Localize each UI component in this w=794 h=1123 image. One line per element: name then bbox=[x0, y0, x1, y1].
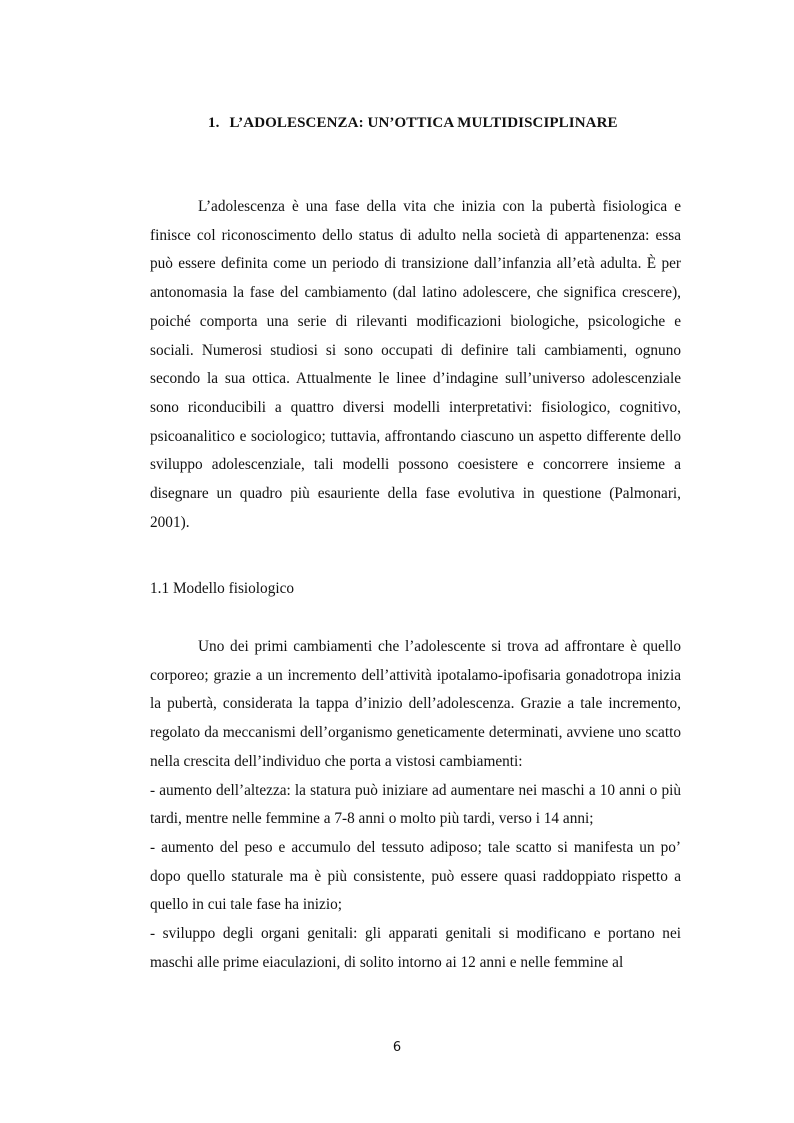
chapter-title bbox=[208, 115, 618, 132]
section-body bbox=[150, 633, 681, 977]
bullet-item-genitals: - sviluppo degli organi genitali: gli apparati genitali si modificano e portano nei maschi alle prime eiaculazioni, di solito intorno ai 12 anni e nelle femmine al bbox=[150, 925, 681, 971]
section-paragraph: Uno dei primi cambiamenti che l’adolescente si trova ad affrontare è quello corporeo; grazie a un incremento dell’attività ipotalamo-ipofisaria gonadotropa inizia la pubertà, considerata la tappa d’inizio dell’adolescenza. Grazie a tale incremento, regolato da meccanismi dell’organismo geneticamente determinati, avviene uno scatto nella crescita dell’individuo che porta a vistosi cambiamenti: bbox=[150, 638, 681, 770]
bullet-item-weight: - aumento del peso e accumulo del tessuto adiposo; tale scatto si manifesta un po’ dopo quello staturale ma è più consistente, può essere quasi raddoppiato rispetto a quello in cui tale fase ha inizio; bbox=[150, 838, 681, 914]
chapter-number: 1. bbox=[208, 115, 220, 131]
bullet-item-height: - aumento dell’altezza: la statura può iniziare ad aumentare nei maschi a 10 anni o più tardi, mentre nelle femmine a 7-8 anni o molto più tardi, verso i 14 anni; bbox=[150, 781, 681, 828]
intro-section bbox=[150, 193, 681, 537]
chapter-title-text: L’ADOLESCENZA: UN’OTTICA MULTIDISCIPLINARE bbox=[229, 115, 618, 131]
section-heading: 1.1 Modello fisiologico bbox=[150, 580, 295, 597]
page-number: 6 bbox=[392, 1040, 402, 1055]
intro-paragraph: L’adolescenza è una fase della vita che inizia con la pubertà fisiologica e finisce col riconoscimento dello status di adulto nella società di appartenenza: essa può essere definita come un periodo di transizione dall’infanzia all’età adulta. È per antonomasia la fase del cambiamento (dal latino adolescere, che significa crescere), poiché comporta una serie di rilevanti modificazioni biologiche, psicologiche e sociali. Numerosi studiosi si sono occupati di definire tali cambiamenti, ognuno secondo la sua ottica. Attualmente le linee d’indagine sull’universo adolescenziale sono riconducibili a quattro diversi modelli interpretativi: fisiologico, cognitivo, psicoanalitico e sociologico; tuttavia, affrontando ciascuno un aspetto differente dello sviluppo adolescenziale, tali modelli possono coesistere e concorrere insieme a disegnare un quadro più esauriente della fase evolutiva in questione (Palmonari, 2001). bbox=[150, 198, 681, 531]
